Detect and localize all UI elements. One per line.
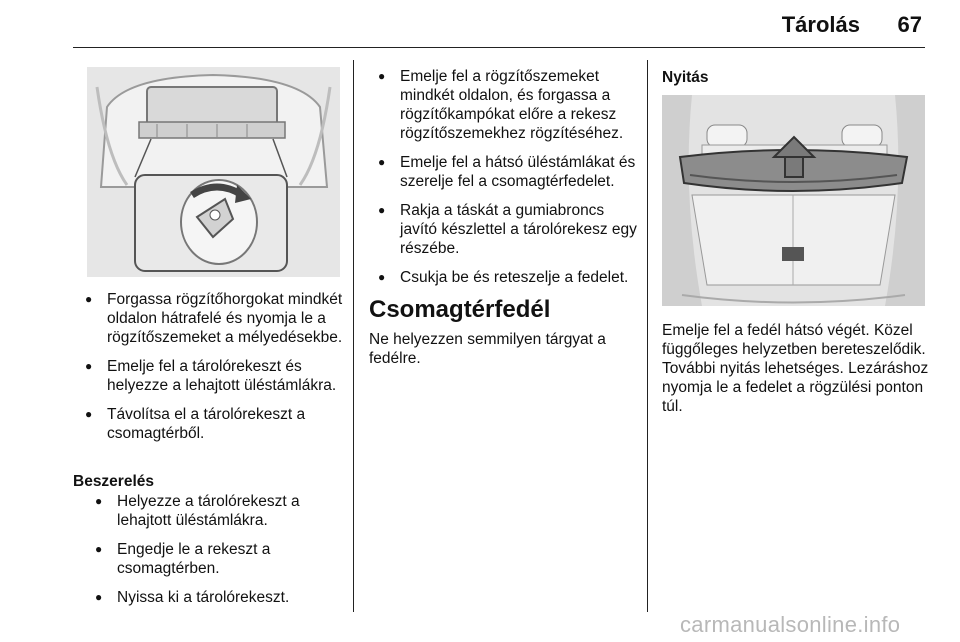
load-cover-illustration bbox=[662, 95, 925, 306]
list-item: ● Rakja a táskát a gumiabroncs javító készlettel a tárolórekesz egy részébe. bbox=[370, 201, 640, 258]
storage-compartment-illustration bbox=[87, 67, 340, 277]
section-heading: Csomagtérfedél bbox=[369, 296, 551, 323]
page-number: 67 bbox=[897, 12, 922, 37]
list-item: ● Távolítsa el a tárolórekeszt a csomagtérből. bbox=[77, 405, 347, 443]
header-rule bbox=[73, 47, 925, 48]
list-item: ● Csukja be és reteszelje a fedelet. bbox=[370, 268, 640, 287]
column1-instructions bbox=[77, 290, 347, 453]
list-item: ● Engedje le a rekeszt a csomagtérben. bbox=[87, 540, 349, 578]
list-item: ● Nyissa ki a tárolórekeszt. bbox=[87, 588, 349, 607]
list-item: ● Emelje fel a rögzítőszemeket mindkét oldalon, és forgassa a rögzítőkampókat előre a rekesz rögzítőszemekhez rögzítéséhez. bbox=[370, 67, 640, 143]
opening-text: Emelje fel a fedél hátsó végét. Közel függőleges helyzetben bereteszelődik. További nyitás lehetséges. Lezáráshoz nyomja le a fedelet a rögzülési ponton túl. bbox=[662, 322, 929, 415]
section-text: Ne helyezzen semmilyen tárgyat a fedélre. bbox=[369, 331, 606, 367]
installation-steps bbox=[87, 492, 349, 617]
list-item: ● Emelje fel a hátsó üléstámlákat és szerelje fel a csomagtérfedelet. bbox=[370, 153, 640, 191]
opening-heading: Nyitás bbox=[662, 69, 709, 86]
list-item: ● Forgassa rögzítőhorgokat mindkét oldalon hátrafelé és nyomja le a rögzítőszemeket a mélyedésekbe. bbox=[77, 290, 347, 347]
watermark: carmanualsonline.info bbox=[680, 612, 901, 637]
header-title: Tárolás bbox=[781, 12, 860, 37]
column2-steps bbox=[370, 67, 640, 297]
list-item: ● Helyezze a tárolórekeszt a lehajtott üléstámlákra. bbox=[87, 492, 349, 530]
installation-subheading: Beszerelés bbox=[73, 473, 155, 490]
list-item: ● Emelje fel a tárolórekeszt és helyezze a lehajtott üléstámlákra. bbox=[77, 357, 347, 395]
column-divider-left bbox=[353, 60, 354, 612]
column-divider-right bbox=[647, 60, 648, 612]
